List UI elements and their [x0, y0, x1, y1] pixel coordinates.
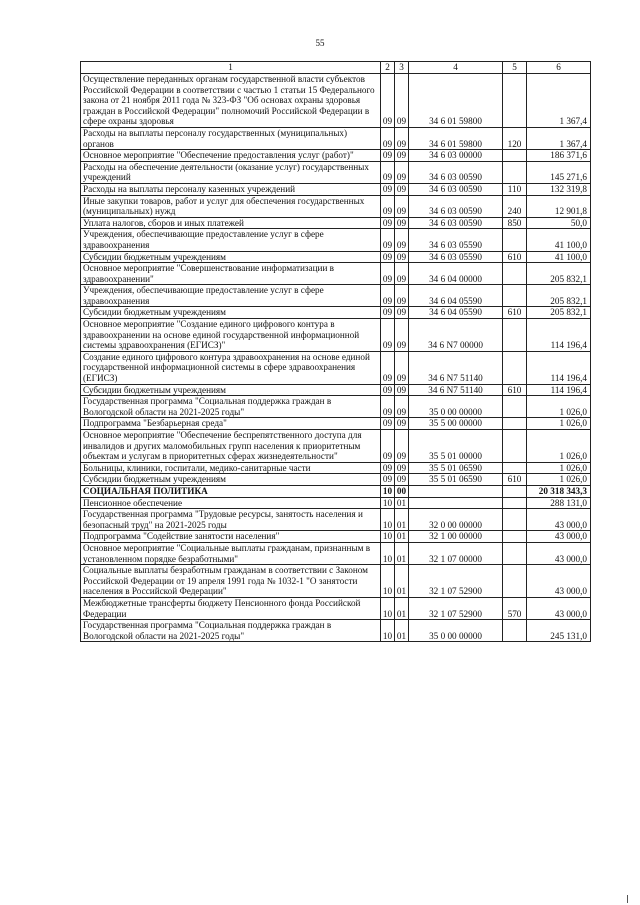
table-row	[81, 620, 591, 642]
row-amount: 145 271,6	[527, 161, 591, 183]
row-name: Социальные выплаты безработным гражданам в соответствии с Законом Российской Федерации от 19 апреля 1991 года № 1032-1 "О занятости населения в Российской Федерации"	[81, 565, 381, 598]
row-amount: 1 026,0	[527, 430, 591, 463]
row-expense-type: 110	[503, 183, 527, 195]
row-section: 10	[381, 485, 395, 497]
row-amount: 43 000,0	[527, 509, 591, 531]
row-subsection: 09	[395, 229, 409, 251]
row-section: 10	[381, 620, 395, 642]
row-target-code: 34 6 01 59800	[409, 74, 503, 128]
row-section: 09	[381, 263, 395, 285]
row-amount: 12 901,8	[527, 195, 591, 217]
row-subsection: 00	[395, 485, 409, 497]
row-amount: 186 371,6	[527, 150, 591, 162]
row-section: 09	[381, 319, 395, 352]
row-target-code: 34 6 03 05590	[409, 229, 503, 251]
row-amount: 1 026,0	[527, 462, 591, 474]
row-amount: 1 026,0	[527, 396, 591, 418]
row-amount: 114 196,4	[527, 319, 591, 352]
col-header-4: 4	[409, 62, 503, 74]
table-row	[81, 565, 591, 598]
table-row	[81, 161, 591, 183]
row-subsection: 09	[395, 74, 409, 128]
row-amount: 1 367,4	[527, 74, 591, 128]
row-section: 09	[381, 195, 395, 217]
row-expense-type	[503, 531, 527, 543]
row-subsection: 09	[395, 474, 409, 486]
row-name: Расходы на выплаты персоналу казенных учреждений	[81, 183, 381, 195]
table-row	[81, 462, 591, 474]
row-target-code: 34 6 01 59800	[409, 127, 503, 149]
row-amount: 1 367,4	[527, 127, 591, 149]
table-row	[81, 307, 591, 319]
row-subsection: 09	[395, 127, 409, 149]
row-subsection: 09	[395, 396, 409, 418]
row-name: СОЦИАЛЬНАЯ ПОЛИТИКА	[81, 485, 381, 497]
row-amount: 288 131,0	[527, 497, 591, 509]
row-name: Государственная программа "Социальная поддержка граждан в Вологодской области на 2021-2025 годы"	[81, 396, 381, 418]
row-name: Подпрограмма "Содействие занятости населения"	[81, 531, 381, 543]
row-target-code: 34 6 03 00590	[409, 161, 503, 183]
row-subsection: 09	[395, 319, 409, 352]
row-expense-type: 570	[503, 597, 527, 619]
row-expense-type	[503, 319, 527, 352]
table-row	[81, 542, 591, 564]
row-name: Субсидии бюджетным учреждениям	[81, 384, 381, 396]
row-name: Больницы, клиники, госпитали, медико-санитарные части	[81, 462, 381, 474]
table-row	[81, 396, 591, 418]
row-name: Государственная программа "Социальная поддержка граждан в Вологодской области на 2021-2025 годы"	[81, 620, 381, 642]
row-section: 09	[381, 384, 395, 396]
row-amount: 50,0	[527, 217, 591, 229]
row-target-code: 35 5 01 06590	[409, 474, 503, 486]
row-subsection: 09	[395, 384, 409, 396]
row-section: 09	[381, 462, 395, 474]
row-section: 10	[381, 497, 395, 509]
col-header-6: 6	[527, 62, 591, 74]
row-expense-type	[503, 509, 527, 531]
row-target-code: 34 6 N7 51140	[409, 351, 503, 384]
row-amount: 43 000,0	[527, 597, 591, 619]
row-target-code: 32 0 00 00000	[409, 509, 503, 531]
row-subsection: 01	[395, 531, 409, 543]
row-name: Пенсионное обеспечение	[81, 497, 381, 509]
row-section: 10	[381, 565, 395, 598]
row-amount: 43 000,0	[527, 531, 591, 543]
row-name: Уплата налогов, сборов и иных платежей	[81, 217, 381, 229]
row-target-code: 34 6 03 00000	[409, 150, 503, 162]
row-section: 10	[381, 597, 395, 619]
row-target-code: 35 5 00 00000	[409, 418, 503, 430]
row-target-code: 34 6 N7 51140	[409, 384, 503, 396]
row-subsection: 09	[395, 285, 409, 307]
row-amount: 205 832,1	[527, 307, 591, 319]
row-section: 09	[381, 229, 395, 251]
row-expense-type: 610	[503, 251, 527, 263]
row-amount: 132 319,8	[527, 183, 591, 195]
row-expense-type	[503, 150, 527, 162]
row-expense-type	[503, 620, 527, 642]
row-expense-type	[503, 285, 527, 307]
row-target-code: 34 6 04 05590	[409, 307, 503, 319]
col-header-1: 1	[81, 62, 381, 74]
row-amount: 1 026,0	[527, 418, 591, 430]
row-expense-type	[503, 565, 527, 598]
table-row	[81, 251, 591, 263]
table-header-row	[81, 62, 591, 74]
row-target-code: 32 1 07 52900	[409, 565, 503, 598]
table-row	[81, 183, 591, 195]
row-section: 09	[381, 430, 395, 463]
row-name: Основное мероприятие "Обеспечение беспрепятственного доступа для инвалидов и других маломобильных групп населения к приоритетным объектам и услугам в приоритетных сферах жизнедеятельности"	[81, 430, 381, 463]
row-section: 09	[381, 183, 395, 195]
row-section: 09	[381, 396, 395, 418]
row-subsection: 01	[395, 620, 409, 642]
row-expense-type: 610	[503, 384, 527, 396]
table-row	[81, 474, 591, 486]
row-name: Учреждения, обеспечивающие предоставление услуг в сфере здравоохранения	[81, 285, 381, 307]
row-name: Основное мероприятие "Создание единого цифрового контура в здравоохранении на основе единой государственной информационной системы здравоохранения (ЕГИСЗ)"	[81, 319, 381, 352]
page-edge-mark	[627, 895, 628, 903]
row-section: 10	[381, 509, 395, 531]
budget-table	[80, 61, 591, 642]
table-row	[81, 229, 591, 251]
row-name: Основное мероприятие "Совершенствование информатизации в здравоохранении"	[81, 263, 381, 285]
row-target-code: 34 6 04 00000	[409, 263, 503, 285]
row-subsection: 09	[395, 161, 409, 183]
row-target-code: 35 5 01 00000	[409, 430, 503, 463]
table-row	[81, 485, 591, 497]
row-target-code: 34 6 N7 00000	[409, 319, 503, 352]
table-row	[81, 285, 591, 307]
row-expense-type: 120	[503, 127, 527, 149]
row-section: 09	[381, 74, 395, 128]
col-header-5: 5	[503, 62, 527, 74]
row-expense-type: 610	[503, 307, 527, 319]
row-section: 09	[381, 285, 395, 307]
row-subsection: 01	[395, 497, 409, 509]
row-subsection: 09	[395, 195, 409, 217]
row-expense-type: 240	[503, 195, 527, 217]
row-section: 09	[381, 307, 395, 319]
page-number: 55	[315, 38, 325, 48]
row-expense-type	[503, 161, 527, 183]
row-section: 09	[381, 150, 395, 162]
row-target-code: 32 1 07 00000	[409, 542, 503, 564]
row-amount: 205 832,1	[527, 285, 591, 307]
table-row	[81, 531, 591, 543]
table-row	[81, 319, 591, 352]
row-amount: 114 196,4	[527, 384, 591, 396]
table-row	[81, 150, 591, 162]
row-expense-type	[503, 74, 527, 128]
row-name: Учреждения, обеспечивающие предоставление услуг в сфере здравоохранения	[81, 229, 381, 251]
row-amount: 114 196,4	[527, 351, 591, 384]
row-subsection: 09	[395, 263, 409, 285]
row-section: 09	[381, 474, 395, 486]
row-target-code	[409, 485, 503, 497]
row-target-code: 34 6 03 00590	[409, 217, 503, 229]
row-subsection: 09	[395, 418, 409, 430]
table-row	[81, 195, 591, 217]
row-subsection: 01	[395, 509, 409, 531]
row-subsection: 09	[395, 307, 409, 319]
row-subsection: 09	[395, 217, 409, 229]
row-name: Иные закупки товаров, работ и услуг для обеспечения государственных (муниципальных) нужд	[81, 195, 381, 217]
row-name: Субсидии бюджетным учреждениям	[81, 307, 381, 319]
row-name: Подпрограмма "Безбарьерная среда"	[81, 418, 381, 430]
row-name: Создание единого цифрового контура здравоохранения на основе единой государственной информационной системы в сфере здравоохранения (ЕГИСЗ)	[81, 351, 381, 384]
row-name: Государственная программа "Трудовые ресурсы, занятость населения и безопасный труд" на 2021-2025 годы	[81, 509, 381, 531]
row-section: 09	[381, 161, 395, 183]
row-target-code: 32 1 00 00000	[409, 531, 503, 543]
row-subsection: 01	[395, 597, 409, 619]
row-subsection: 09	[395, 351, 409, 384]
row-amount: 1 026,0	[527, 474, 591, 486]
row-expense-type: 610	[503, 474, 527, 486]
row-amount: 205 832,1	[527, 263, 591, 285]
col-header-3: 3	[395, 62, 409, 74]
row-target-code: 34 6 03 00590	[409, 183, 503, 195]
row-amount: 41 100,0	[527, 251, 591, 263]
row-expense-type	[503, 430, 527, 463]
row-target-code: 34 6 03 00590	[409, 195, 503, 217]
row-amount: 43 000,0	[527, 565, 591, 598]
row-target-code: 34 6 04 05590	[409, 285, 503, 307]
table-row	[81, 217, 591, 229]
row-name: Расходы на обеспечение деятельности (оказание услуг) государственных учреждений	[81, 161, 381, 183]
row-amount: 245 131,0	[527, 620, 591, 642]
row-expense-type	[503, 542, 527, 564]
row-amount: 43 000,0	[527, 542, 591, 564]
row-amount: 41 100,0	[527, 229, 591, 251]
row-target-code: 35 0 00 00000	[409, 396, 503, 418]
table-row	[81, 263, 591, 285]
row-subsection: 09	[395, 150, 409, 162]
row-subsection: 09	[395, 430, 409, 463]
row-subsection: 01	[395, 565, 409, 598]
row-section: 10	[381, 542, 395, 564]
row-name: Субсидии бюджетным учреждениям	[81, 474, 381, 486]
row-section: 09	[381, 351, 395, 384]
row-name: Осуществление переданных органам государственной власти субъектов Российской Федерации в соответствии с частью 1 статьи 15 Федерального закона от 21 ноября 2011 года № 323-ФЗ "Об основах охраны здоровья граждан в Российской Федерации" полномочий Российской Федерации в сфере охраны здоровья	[81, 74, 381, 128]
row-subsection: 09	[395, 183, 409, 195]
table-row	[81, 351, 591, 384]
row-name: Межбюджетные трансферты бюджету Пенсионного фонда Российской Федерации	[81, 597, 381, 619]
row-section: 09	[381, 127, 395, 149]
col-header-2: 2	[381, 62, 395, 74]
row-amount: 20 318 343,3	[527, 485, 591, 497]
row-target-code: 35 0 00 00000	[409, 620, 503, 642]
table-row	[81, 74, 591, 128]
row-name: Основное мероприятие "Социальные выплаты гражданам, признанным в установленном порядке безработными"	[81, 542, 381, 564]
row-target-code: 35 5 01 06590	[409, 462, 503, 474]
row-expense-type	[503, 229, 527, 251]
table-row	[81, 497, 591, 509]
row-section: 09	[381, 251, 395, 263]
row-target-code: 32 1 07 52900	[409, 597, 503, 619]
row-section: 10	[381, 531, 395, 543]
row-name: Субсидии бюджетным учреждениям	[81, 251, 381, 263]
table-row	[81, 418, 591, 430]
row-expense-type	[503, 351, 527, 384]
row-subsection: 09	[395, 251, 409, 263]
row-expense-type	[503, 418, 527, 430]
table-row	[81, 127, 591, 149]
row-subsection: 09	[395, 462, 409, 474]
row-target-code: 34 6 03 05590	[409, 251, 503, 263]
row-name: Основное мероприятие "Обеспечение предоставления услуг (работ)"	[81, 150, 381, 162]
row-section: 09	[381, 217, 395, 229]
table-row	[81, 384, 591, 396]
row-expense-type	[503, 497, 527, 509]
table-row	[81, 597, 591, 619]
row-expense-type	[503, 485, 527, 497]
row-expense-type	[503, 396, 527, 418]
table-row	[81, 509, 591, 531]
table-row	[81, 430, 591, 463]
row-subsection: 01	[395, 542, 409, 564]
row-expense-type	[503, 263, 527, 285]
row-expense-type: 850	[503, 217, 527, 229]
row-name: Расходы на выплаты персоналу государственных (муниципальных) органов	[81, 127, 381, 149]
row-section: 09	[381, 418, 395, 430]
row-expense-type	[503, 462, 527, 474]
row-target-code	[409, 497, 503, 509]
